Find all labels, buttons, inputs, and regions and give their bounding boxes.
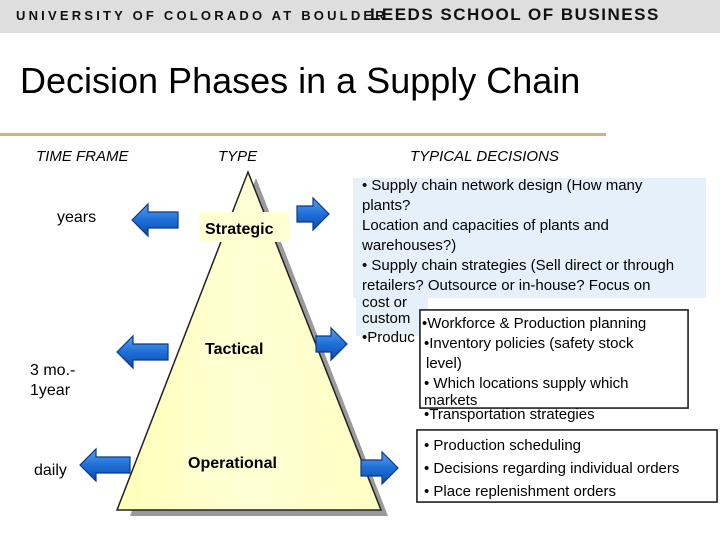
decision-line: • Place replenishment orders (424, 483, 617, 500)
column-header-typical-decisions: TYPICAL DECISIONS (410, 148, 559, 165)
decision-line: markets (424, 392, 478, 409)
decision-line: retailers? Outsource or in-house? Focus on (362, 277, 651, 294)
decision-line: •Transportation strategies (424, 406, 595, 423)
decision-line: cost or (362, 294, 408, 311)
school-name: LEEDS SCHOOL OF BUSINESS (370, 5, 660, 24)
decision-line: plants? (362, 197, 411, 214)
decision-line: • Supply chain strategies (Sell direct or through (362, 257, 675, 274)
decision-line: •Produc (362, 329, 415, 346)
decision-line: • Supply chain network design (How many (362, 177, 643, 194)
type-operational: Operational (188, 455, 277, 472)
university-name: UNIVERSITY OF COLORADO AT BOULDER (16, 8, 388, 23)
time-frame-operational: daily (34, 462, 67, 479)
decision-line: •Inventory policies (safety stock (424, 335, 634, 352)
column-header-type: TYPE (218, 148, 258, 165)
time-frame-tactical-line2: 1year (30, 382, 71, 399)
type-strategic: Strategic (205, 221, 274, 238)
operational-decisions (424, 434, 714, 503)
decision-line: • Decisions regarding individual orders (424, 460, 680, 477)
time-frame-tactical-line1: 3 mo.- (30, 362, 76, 379)
decision-line: •Workforce & Production planning (422, 315, 647, 332)
decision-line: Location and capacities of plants and (362, 217, 609, 234)
column-header-time-frame: TIME FRAME (36, 148, 129, 165)
decision-line: • Which locations supply which (424, 375, 629, 392)
decision-line: warehouses?) (362, 237, 457, 254)
slide-title: Decision Phases in a Supply Chain (20, 60, 581, 101)
decision-line: • Production scheduling (424, 437, 582, 454)
type-tactical: Tactical (205, 341, 264, 358)
time-frame-strategic: years (57, 209, 97, 226)
decision-line: custom (362, 310, 411, 327)
decision-line: level) (426, 355, 462, 372)
